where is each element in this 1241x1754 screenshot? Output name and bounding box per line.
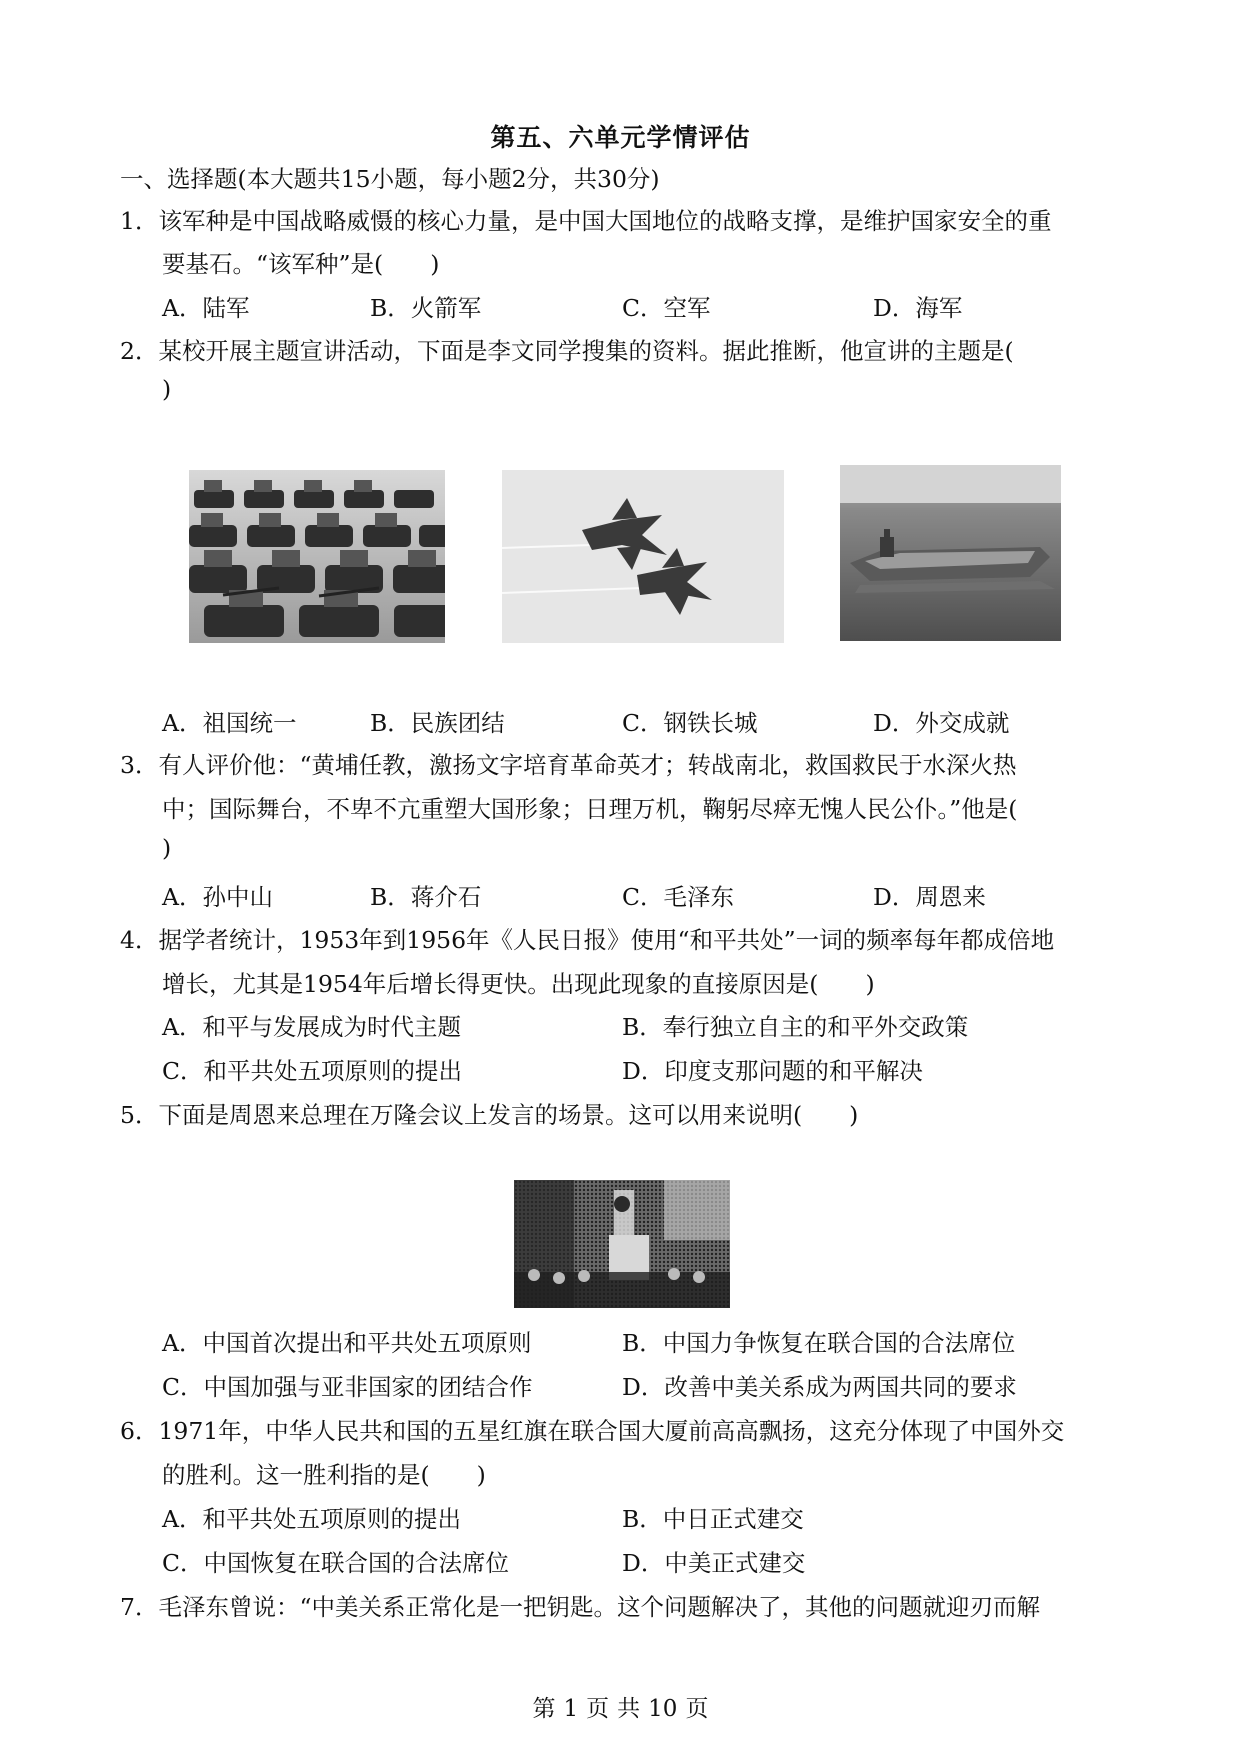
fighter-jets-photo [502,470,784,643]
page-footer [0,1690,1241,1723]
page-title: 第五、六单元学情评估 [490,123,751,152]
question-1-option-a: A．陆军 [162,294,250,322]
question-3-line-2: 中；国际舞台，不卑不亢重塑大国形象；日理万机，鞠躬尽瘁无愧人民公仆。”他是( [162,795,1018,823]
question-2-line-2: ) [162,375,172,403]
footer-page-number: 1 [563,1696,579,1722]
question-4-line-1: 4．据学者统计，1953年到1956年《人民日报》使用“和平共处”一词的频率每年都成倍地 [120,926,1055,954]
question-4-option-d: D．印度支那问题的和平解决 [622,1057,923,1085]
question-1-line-2: 要基石。“该军种”是( ) [162,250,440,278]
footer-total-label: 共 [617,1696,641,1722]
footer-total-number: 10 [648,1696,678,1722]
question-2-option-d: D．外交成就 [873,709,1010,737]
question-6-option-b: B．中日正式建交 [622,1505,804,1533]
question-1-option-c: C．空军 [622,294,711,322]
question-2-option-c: C．钢铁长城 [622,709,758,737]
footer-page-label: 第 [532,1696,556,1722]
question-6-option-d: D．中美正式建交 [622,1549,806,1577]
question-5-option-d: D．改善中美关系成为两国共同的要求 [622,1373,1017,1401]
question-2-option-b: B．民族团结 [370,709,505,737]
bandung-speech-photo [514,1180,730,1308]
question-1-option-d: D．海军 [873,294,963,322]
question-7-line-1: 7．毛泽东曾说：“中美关系正常化是一把钥匙。这个问题解决了，其他的问题就迎刃而解 [120,1593,1040,1621]
question-5-line-1: 5．下面是周恩来总理在万隆会议上发言的场景。这可以用来说明( ) [120,1101,859,1129]
question-5-option-a: A．中国首次提出和平共处五项原则 [162,1329,532,1357]
question-3-option-a: A．孙中山 [162,883,273,911]
question-1-line-1: 1．该军种是中国战略威慑的核心力量，是中国大国地位的战略支撑，是维护国家安全的重 [120,207,1052,235]
question-4-option-b: B．奉行独立自主的和平外交政策 [622,1013,969,1041]
question-6-option-a: A．和平共处五项原则的提出 [162,1505,461,1533]
question-5-option-b: B．中国力争恢复在联合国的合法席位 [622,1329,1016,1357]
question-6-line-1: 6．1971年，中华人民共和国的五星红旗在联合国大厦前高高飘扬，这充分体现了中国外交 [120,1417,1065,1445]
section-heading: 一、选择题(本大题共15小题，每小题2分，共30分) [120,165,660,193]
question-5-option-c: C．中国加强与亚非国家的团结合作 [162,1373,533,1401]
question-6-line-2: 的胜利。这一胜利指的是( ) [162,1461,486,1489]
question-4-option-c: C．和平共处五项原则的提出 [162,1057,462,1085]
question-2-line-1: 2．某校开展主题宣讲活动，下面是李文同学搜集的资料。据此推断，他宣讲的主题是( [120,337,1014,365]
question-2-option-a: A．祖国统一 [162,709,297,737]
question-3-option-b: B．蒋介石 [370,883,482,911]
tank-parade-photo [189,470,445,643]
question-1-option-b: B．火箭军 [370,294,482,322]
question-4-line-2: 增长，尤其是1954年后增长得更快。出现此现象的直接原因是( ) [162,970,875,998]
question-3-option-c: C．毛泽东 [622,883,734,911]
footer-total-word: 页 [685,1696,709,1722]
footer-page-word: 页 [586,1696,610,1722]
question-6-option-c: C．中国恢复在联合国的合法席位 [162,1549,509,1577]
question-3-line-3: ) [162,834,172,862]
aircraft-carrier-photo [840,465,1061,641]
question-3-line-1: 3．有人评价他：“黄埔任教，激扬文字培育革命英才；转战南北，救国救民于水深火热 [120,751,1017,779]
question-4-option-a: A．和平与发展成为时代主题 [162,1013,461,1041]
question-3-option-d: D．周恩来 [873,883,986,911]
